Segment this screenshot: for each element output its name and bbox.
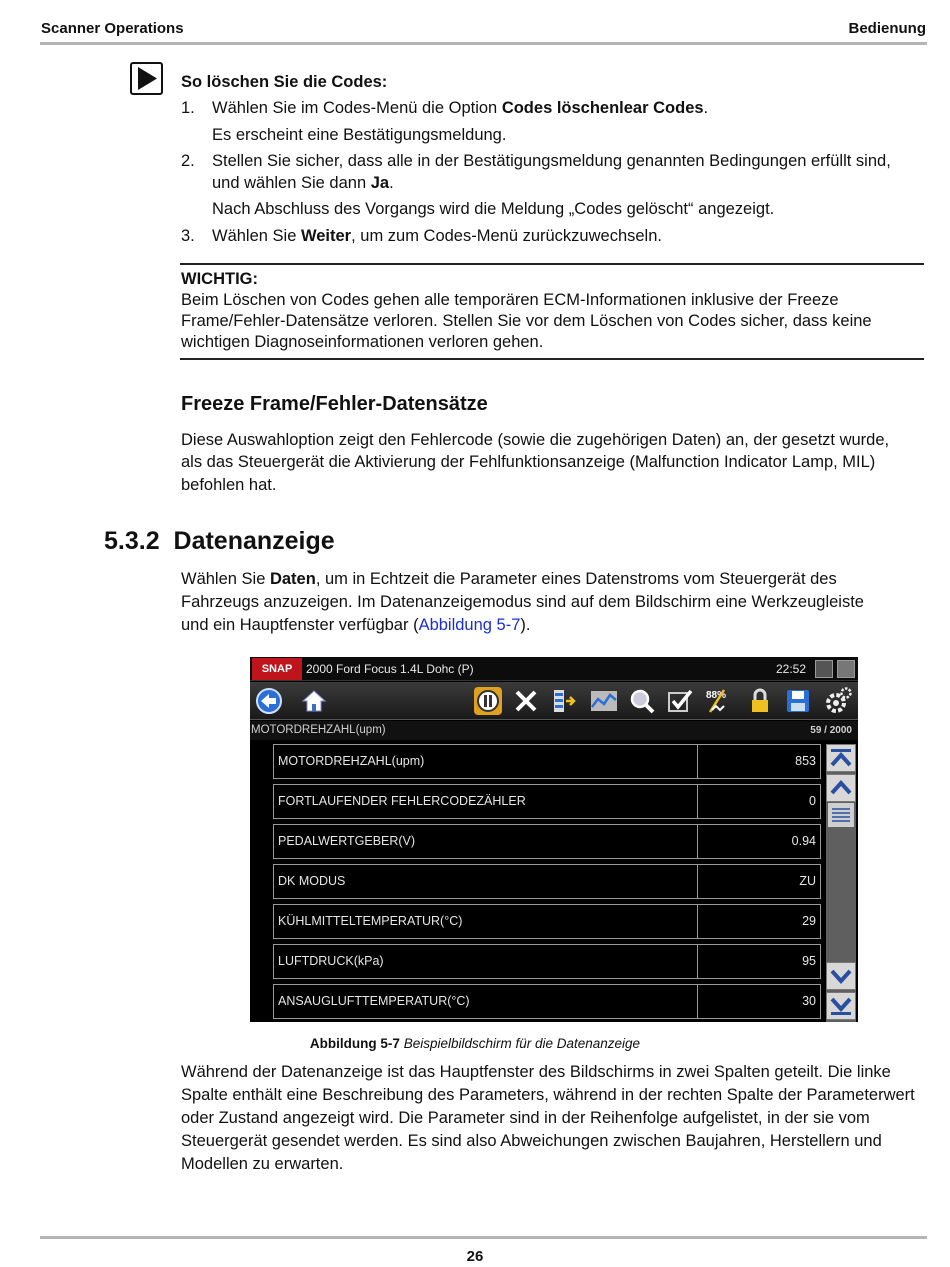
step-1-note: Es erscheint eine Bestätigungsmeldung. <box>212 126 507 144</box>
save-icon[interactable] <box>782 685 814 717</box>
double-chevron-up-icon <box>829 747 853 769</box>
step-number: 1. <box>181 99 195 117</box>
double-chevron-down-icon <box>829 995 853 1017</box>
parameter-value: 0 <box>698 784 821 819</box>
important-label: WICHTIG: <box>181 270 258 288</box>
step-2-line1: Stellen Sie sicher, dass alle in der Bestätigungsmeldung genannten Bedingungen erfüllt sind, <box>212 152 891 170</box>
parameter-name: PEDALWERTGEBER(V) <box>273 824 698 859</box>
procedure-title: So löschen Sie die Codes: <box>181 73 388 91</box>
vehicle-title: 2000 Ford Focus 1.4L Dohc (P) <box>306 662 474 676</box>
figure-link[interactable]: Abbildung 5-7 <box>418 616 521 634</box>
closing-line: oder Zustand angezeigt wird. Die Parameter sind in der Reihenfolge aufgelistet, in der sie vom <box>181 1109 870 1127</box>
closing-line: Während der Datenanzeige ist das Hauptfenster des Bildschirms in zwei Spalten geteilt. Die linke <box>181 1063 891 1081</box>
step-2-line2 <box>212 172 394 194</box>
pause-icon[interactable] <box>472 685 504 717</box>
scanner-toolbar <box>250 682 858 720</box>
step-1-pre: Wählen Sie im Codes-Menü die Option <box>212 99 502 117</box>
clear-icon[interactable] <box>510 685 542 717</box>
step-1-option: Codes löschenlear Codes <box>501 99 704 117</box>
section-number: 5.3.2 <box>104 527 160 555</box>
section-para-line2: Fahrzeugs anzuzeigen. Im Datenanzeigemodus sind auf dem Bildschirm eine Werkzeugleiste <box>181 593 864 611</box>
closing-line: Steuergerät gesendet werden. Es sind also Abweichungen zwischen Baujahren, Herstellern und <box>181 1132 882 1150</box>
step-3-post: , um zum Codes-Menü zurückzuwechseln. <box>351 227 662 245</box>
closing-line: Spalte enthält eine Beschreibung des Parameters, während in der rechten Spalte der Parameterwert <box>181 1086 915 1104</box>
lock-icon[interactable] <box>744 685 776 717</box>
running-header-right: Bedienung <box>848 20 926 37</box>
scroll-thumb[interactable] <box>828 803 854 827</box>
scroll-top-button[interactable] <box>826 744 856 772</box>
data-row[interactable] <box>273 784 821 819</box>
parameter-name: ANSAUGLUFTTEMPERATUR(°C) <box>273 984 698 1019</box>
scroll-up-button[interactable] <box>826 774 856 802</box>
scanner-title-bar <box>250 657 858 681</box>
step-number: 2. <box>181 152 195 170</box>
parameter-value: 95 <box>698 944 821 979</box>
battery-icon <box>837 660 855 678</box>
data-row[interactable] <box>273 984 821 1019</box>
back-icon[interactable] <box>253 685 285 717</box>
parameter-name: FORTLAUFENDER FEHLERCODEZÄHLER <box>273 784 698 819</box>
graph-select-icon[interactable] <box>548 685 580 717</box>
freeze-line: als das Steuergerät die Aktivierung der Fehlfunktionsanzeige (Malfunction Indicator Lamp, MIL) <box>181 453 876 471</box>
page-number: 26 <box>466 1248 484 1265</box>
section-title: Datenanzeige <box>173 527 335 555</box>
step-number: 3. <box>181 227 195 245</box>
graph-icon[interactable] <box>588 685 620 717</box>
running-header-left: Scanner Operations <box>41 20 184 37</box>
para-pre: und ein Hauptfenster verfügbar ( <box>181 616 419 634</box>
figure-caption-text: Beispielbildschirm für die Datenanzeige <box>403 1036 641 1051</box>
parameter-name: KÜHLMITTELTEMPERATUR(°C) <box>273 904 698 939</box>
parameter-value: ZU <box>698 864 821 899</box>
step-2-note: Nach Abschluss des Vorgangs wird die Meldung „Codes gelöscht“ angezeigt. <box>212 200 775 218</box>
step-3-pre: Wählen Sie <box>212 227 301 245</box>
section-para-line1 <box>181 568 837 590</box>
data-row[interactable] <box>273 944 821 979</box>
brand-logo: SNAP <box>252 658 302 680</box>
chevron-down-icon <box>829 965 853 987</box>
parameter-value: 29 <box>698 904 821 939</box>
important-top-rule <box>180 263 924 265</box>
data-row[interactable] <box>273 904 821 939</box>
scanner-screen <box>250 657 858 1022</box>
para-post: ). <box>520 616 531 634</box>
figure-label: Abbildung 5-7 <box>309 1036 400 1051</box>
parameter-name: DK MODUS <box>273 864 698 899</box>
para-bold: Daten <box>269 570 316 588</box>
status-row <box>250 721 858 740</box>
parameter-name: LUFTDRUCK(kPa) <box>273 944 698 979</box>
footer-rule <box>40 1236 927 1239</box>
frame-counter: 59 / 2000 <box>810 725 852 736</box>
parameter-value: 853 <box>698 744 821 779</box>
para-post: , um in Echtzeit die Parameter eines Datenstroms vom Steuergerät des <box>315 570 837 588</box>
zoom-icon[interactable] <box>626 685 658 717</box>
freeze-line: Diese Auswahloption zeigt den Fehlercode (sowie die zugehörigen Daten) an, der gesetzt wurde, <box>181 431 890 449</box>
section-heading <box>104 526 335 556</box>
step-1-text <box>212 97 708 119</box>
data-row[interactable] <box>273 824 821 859</box>
figure-caption <box>0 1033 950 1055</box>
step-3-option: Weiter <box>300 227 352 245</box>
important-line: wichtigen Diagnoseinformationen verloren gehen. <box>181 333 544 351</box>
selected-parameter: MOTORDREHZAHL(upm) <box>251 724 386 736</box>
step-2-pre: und wählen Sie dann <box>212 174 371 192</box>
connection-icon <box>815 660 833 678</box>
parameter-name: MOTORDREHZAHL(upm) <box>273 744 698 779</box>
check-icon[interactable] <box>664 685 696 717</box>
parameter-value: 0.94 <box>698 824 821 859</box>
important-line: Beim Löschen von Codes gehen alle temporären ECM-Informationen inklusive der Freeze <box>181 291 839 309</box>
home-icon[interactable] <box>298 685 330 717</box>
procedure-arrow-icon <box>130 62 163 95</box>
step-3-text <box>212 225 662 247</box>
step-2-post: . <box>389 174 394 192</box>
scroll-down-button[interactable] <box>826 962 856 990</box>
scroll-bottom-button[interactable] <box>826 992 856 1020</box>
parameter-value: 30 <box>698 984 821 1019</box>
step-2-option: Ja <box>370 174 390 192</box>
header-rule <box>40 42 927 45</box>
freeze-frame-heading: Freeze Frame/Fehler-Datensätze <box>181 393 488 415</box>
freeze-line: befohlen hat. <box>181 476 277 494</box>
important-line: Frame/Fehler-Datensätze verloren. Stellen Sie vor dem Löschen von Codes sicher, dass keine <box>181 312 872 330</box>
zoom-badge-text: 88% <box>706 690 727 701</box>
clock: 22:52 <box>776 662 807 676</box>
percent-icon[interactable] <box>702 685 734 717</box>
section-para-line3 <box>181 614 530 636</box>
closing-line: Modellen zu erwarten. <box>181 1155 344 1173</box>
data-row[interactable] <box>273 864 821 899</box>
chevron-up-icon <box>829 777 853 799</box>
step-1-post: . <box>703 99 709 117</box>
settings-icon[interactable] <box>822 685 854 717</box>
important-bottom-rule <box>180 358 924 360</box>
para-pre: Wählen Sie <box>181 570 270 588</box>
data-row[interactable] <box>273 744 821 779</box>
